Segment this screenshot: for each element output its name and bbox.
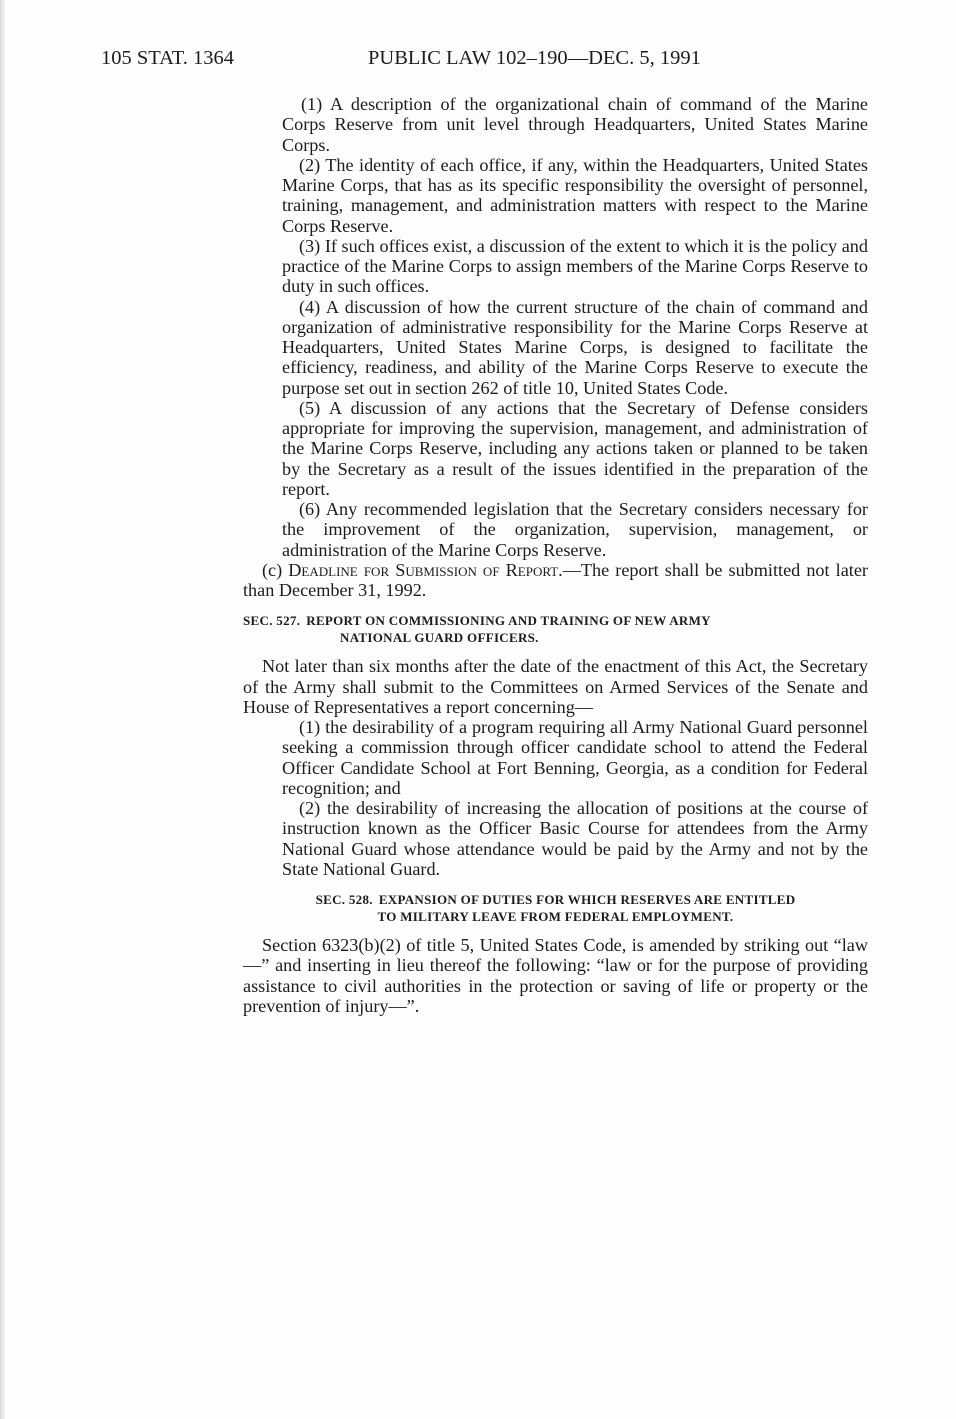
section-527-item-2: (2) the desirability of increasing the allocation of positions at the course of instruction known as the Officer Basic Course for attendees from the Army National Guard whose attendance would be paid by the Army and not by the State National Guard.	[282, 798, 868, 879]
deadline-subsection	[243, 560, 868, 601]
section-528-title-line2: TO MILITARY LEAVE FROM FEDERAL EMPLOYMENT.	[377, 909, 734, 924]
report-item-4: (4) A discussion of how the current structure of the chain of command and organization of administrative responsibility for the Marine Corps Reserve at Headquarters, United States Marine Corps, is designed to facilitate the efficiency, readiness, and ability of the Marine Corps Reserve to execute the purpose set out in section 262 of title 10, United States Code.	[282, 296, 868, 398]
section-527-heading	[243, 612, 868, 646]
deadline-text: —The report shall be submitted not later than December 31, 1992.	[243, 559, 868, 600]
deadline-heading: Deadline for Submission of Report.	[288, 559, 563, 580]
section-528-number: SEC. 528.	[315, 892, 373, 907]
section-527-intro: Not later than six months after the date of the enactment of this Act, the Secretary of the Army shall submit to the Committees on Armed Services of the Senate and House of Representatives a report concerning—	[243, 656, 868, 717]
section-528-title-line1: EXPANSION OF DUTIES FOR WHICH RESERVES ARE ENTITLED	[378, 892, 796, 907]
report-item-2: (2) The identity of each office, if any, within the Headquarters, United States Marine Corps, that has as its specific responsibility the oversight of personnel, training, management, and administration matters with respect to the Marine Corps Reserve.	[282, 154, 868, 236]
public-law-citation: PUBLIC LAW 102–190—DEC. 5, 1991	[368, 47, 701, 69]
report-item-5: (5) A discussion of any actions that the Secretary of Defense considers appropriate for improving the supervision, management, and administration of the Marine Corps Reserve, including any actions taken or planned to be taken by the Secretary as a result of the issues identified in the preparation of the report.	[282, 397, 868, 499]
section-527-number: SEC. 527.	[243, 613, 301, 629]
section-527-item-1: (1) the desirability of a program requiring all Army National Guard personnel seeking a commission through officer candidate school to attend the Federal Officer Candidate School at Fort Benning, Georgia, as a condition for Federal recognition; and	[282, 717, 868, 798]
page-edge-shadow	[0, 0, 6, 1419]
section-528-heading	[243, 891, 868, 925]
section-528-text: Section 6323(b)(2) of title 5, United States Code, is amended by striking out “law—” and inserting in lieu thereof the following: “law or for the purpose of providing assistance to civil authorities in the protection or saving of life or property or the prevention of injury—”.	[243, 935, 868, 1016]
section-527-title-line1: REPORT ON COMMISSIONING AND TRAINING OF NEW ARMY	[306, 613, 711, 629]
section-527-title-line2: NATIONAL GUARD OFFICERS.	[340, 630, 539, 646]
report-item-3: (3) If such offices exist, a discussion of the extent to which it is the policy and practice of the Marine Corps to assign members of the Marine Corps Reserve to duty in such offices.	[282, 235, 868, 297]
report-item-1: (1) A description of the organizational chain of command of the Marine Corps Reserve from unit level through Headquarters, United States Marine Corps.	[282, 94, 868, 155]
page-body	[243, 94, 868, 1016]
deadline-label: (c)	[262, 559, 289, 580]
report-item-6: (6) Any recommended legislation that the Secretary considers necessary for the improvement of the organization, supervision, management, or administration of the Marine Corps Reserve.	[282, 499, 868, 560]
statute-page-number: 105 STAT. 1364	[101, 47, 234, 69]
running-header	[101, 44, 761, 72]
